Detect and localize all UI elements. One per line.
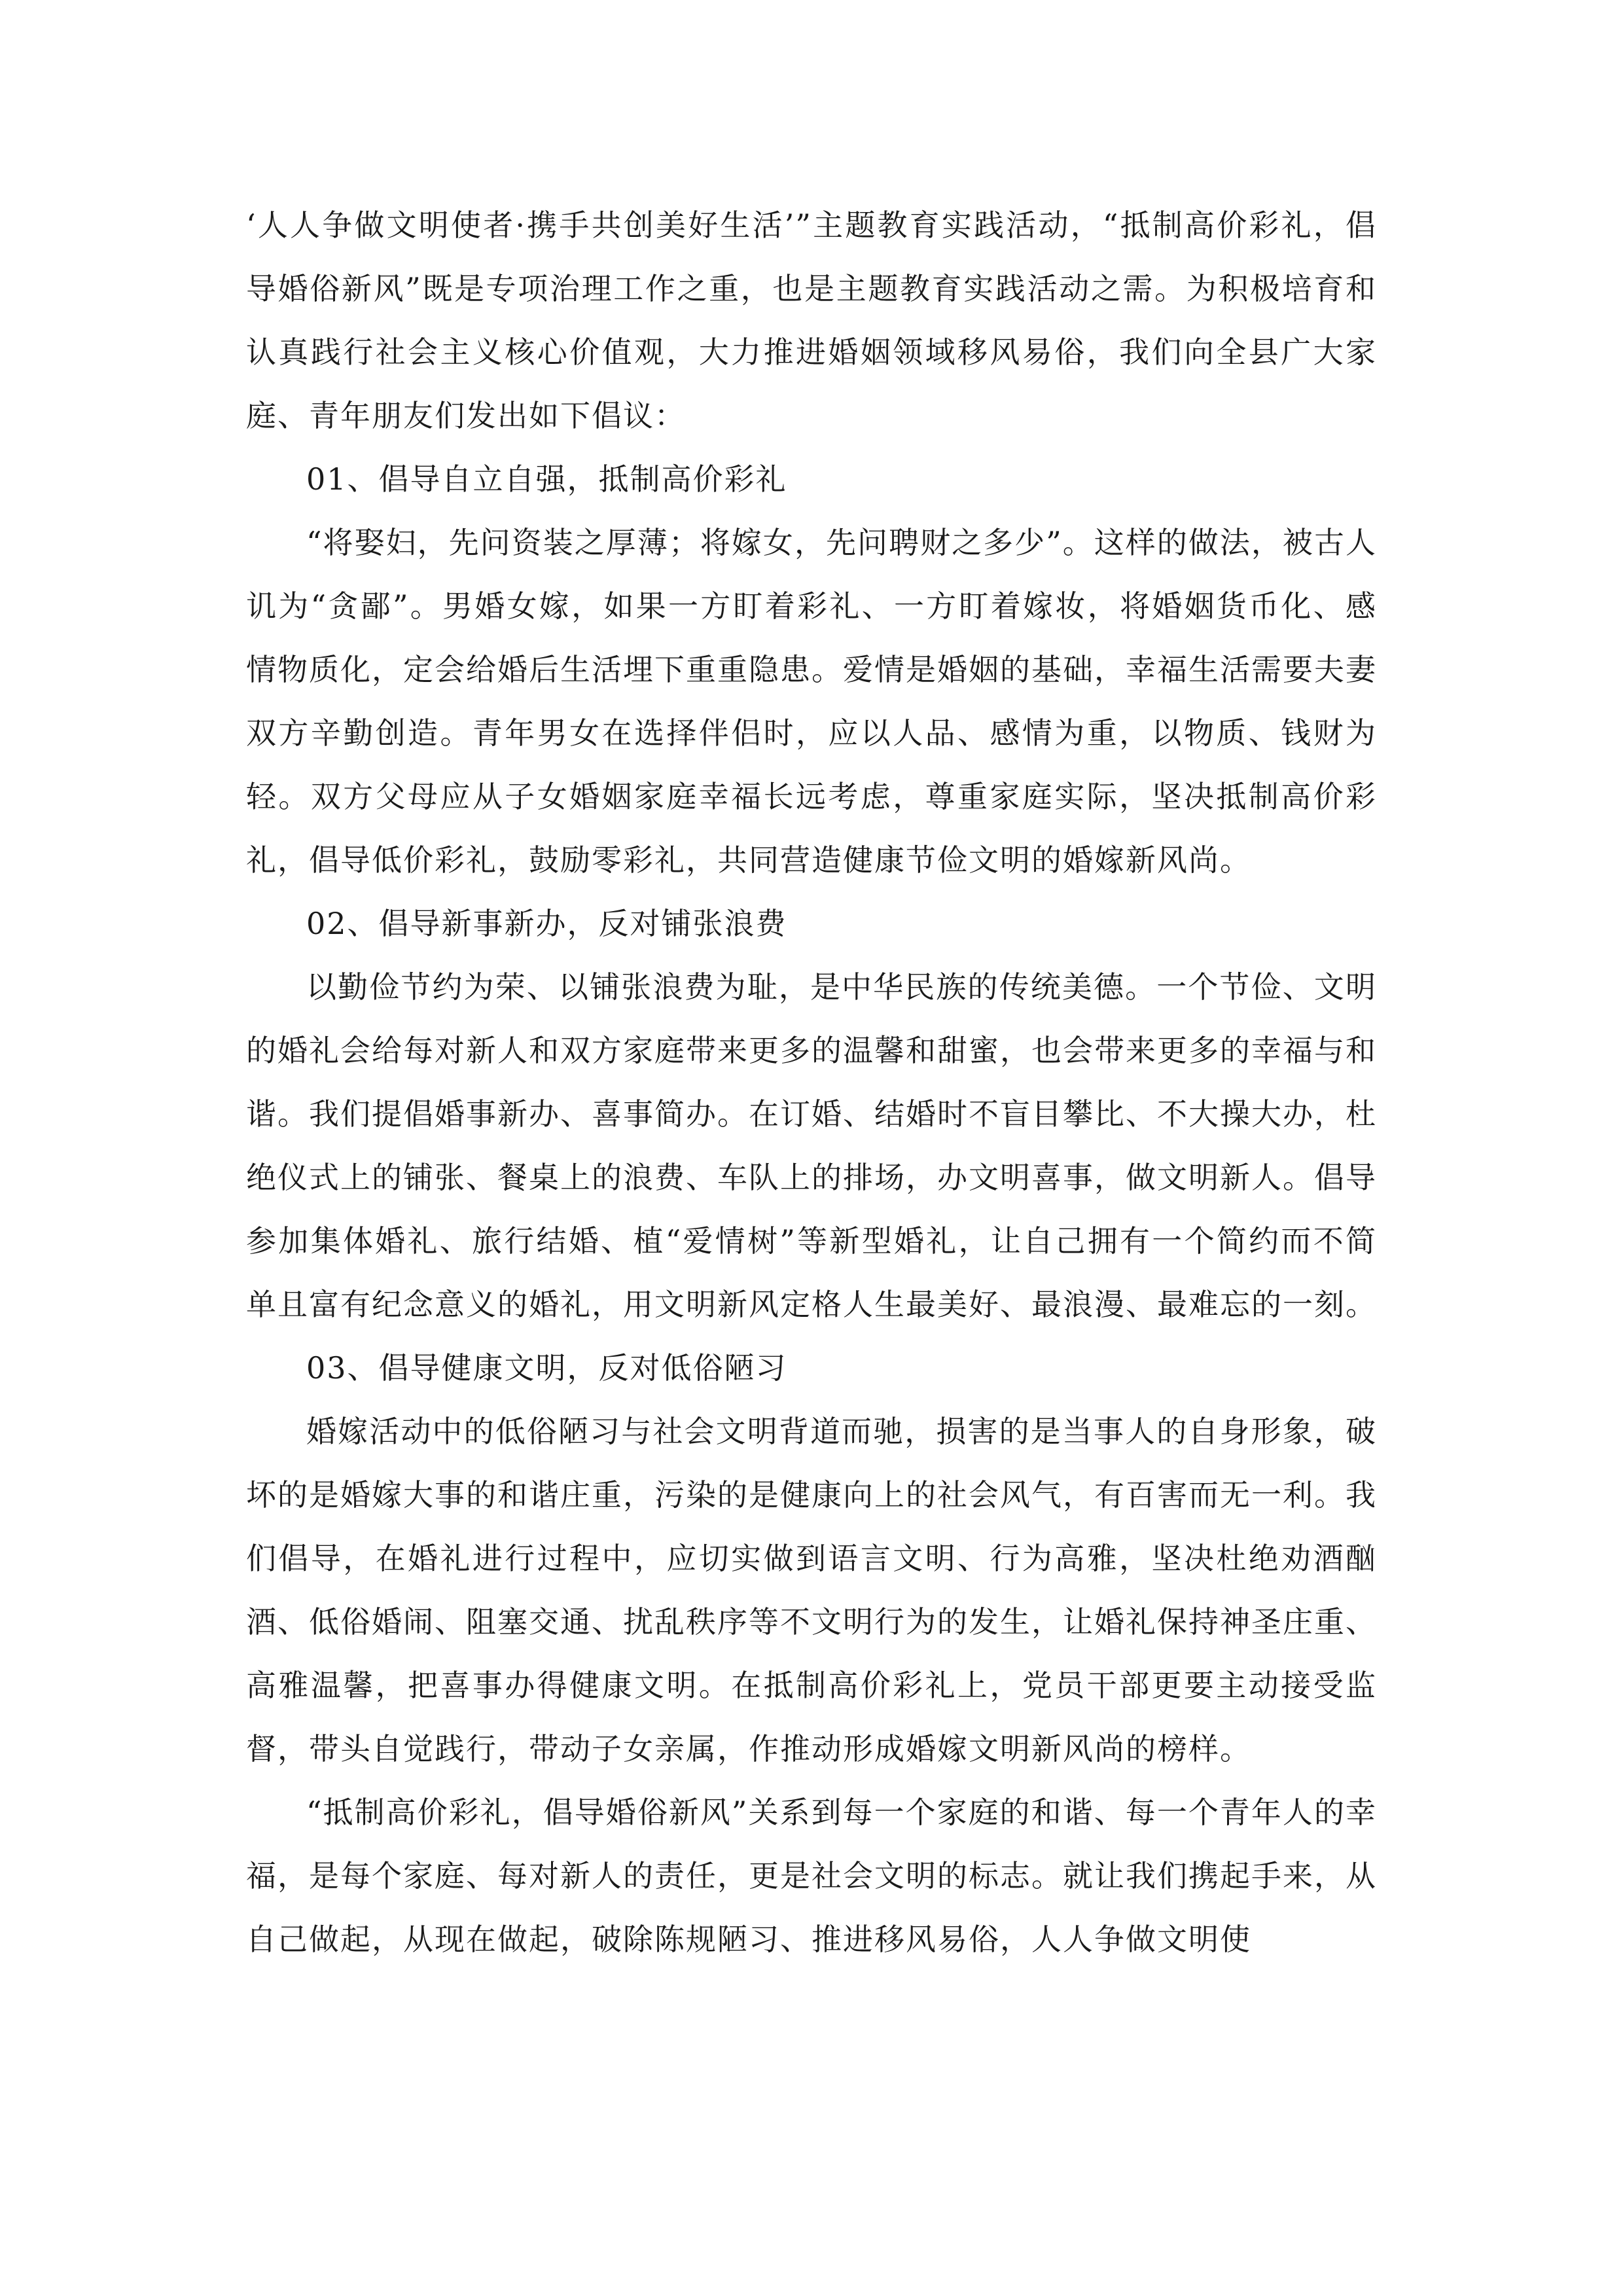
section-heading-02: 02、倡导新事新办，反对铺张浪费 [306, 906, 787, 941]
closing-paragraph: “抵制高价彩礼，倡导婚俗新风”关系到每一个家庭的和谐、每一个青年人的幸福，是每个家庭、每对新人的责任，更是社会文明的标志。就让我们携起手来，从自己做起，从现在做起，破除陈规陋习、推进移风易俗，人人争做文明使 [246, 1795, 1377, 1957]
section-03-paragraph: 婚嫁活动中的低俗陋习与社会文明背道而驰，损害的是当事人的自身形象，破坏的是婚嫁大事的和谐庄重，污染的是健康向上的社会风气，有百害而无一利。我们倡导，在婚礼进行过程中，应切实做到语言文明、行为高雅，坚决杜绝劝酒酗酒、低俗婚闹、阻塞交通、扰乱秩序等不文明行为的发生，让婚礼保持神圣庄重、高雅温馨，把喜事办得健康文明。在抵制高价彩礼上，党员干部更要主动接受监督，带头自觉践行，带动子女亲属，作推动形成婚嫁文明新风尚的榜样。 [246, 1414, 1377, 1767]
section-heading-01: 01、倡导自立自强，抵制高价彩礼 [306, 461, 787, 497]
section-01-paragraph: “将娶妇，先问资装之厚薄；将嫁女，先问聘财之多少”。这样的做法，被古人讥为“贪鄙”。男婚女嫁，如果一方盯着彩礼、一方盯着嫁妆，将婚姻货币化、感情物质化，定会给婚后生活埋下重重隐患。爱情是婚姻的基础，幸福生活需要夫妻双方辛勤创造。青年男女在选择伴侣时，应以人品、感情为重，以物质、钱财为轻。双方父母应从子女婚姻家庭幸福长远考虑，尊重家庭实际，坚决抵制高价彩礼，倡导低价彩礼，鼓励零彩礼，共同营造健康节俭文明的婚嫁新风尚。 [246, 525, 1377, 878]
document-body [246, 194, 1377, 1971]
intro-paragraph: ‘人人争做文明使者·携手共创美好生活’”主题教育实践活动，“抵制高价彩礼，倡导婚俗新风”既是专项治理工作之重，也是主题教育实践活动之需。为积极培育和认真践行社会主义核心价值观，大力推进婚姻领域移风易俗，我们向全县广大家庭、青年朋友们发出如下倡议： [246, 207, 1377, 433]
section-02-paragraph: 以勤俭节约为荣、以铺张浪费为耻，是中华民族的传统美德。一个节俭、文明的婚礼会给每对新人和双方家庭带来更多的温馨和甜蜜，也会带来更多的幸福与和谐。我们提倡婚事新办、喜事简办。在订婚、结婚时不盲目攀比、不大操大办，杜绝仪式上的铺张、餐桌上的浪费、车队上的排场，办文明喜事，做文明新人。倡导参加集体婚礼、旅行结婚、植“爱情树”等新型婚礼，让自己拥有一个简约而不简单且富有纪念意义的婚礼，用文明新风定格人生最美好、最浪漫、最难忘的一刻。 [246, 969, 1377, 1322]
section-heading-03: 03、倡导健康文明，反对低俗陋习 [306, 1350, 787, 1386]
